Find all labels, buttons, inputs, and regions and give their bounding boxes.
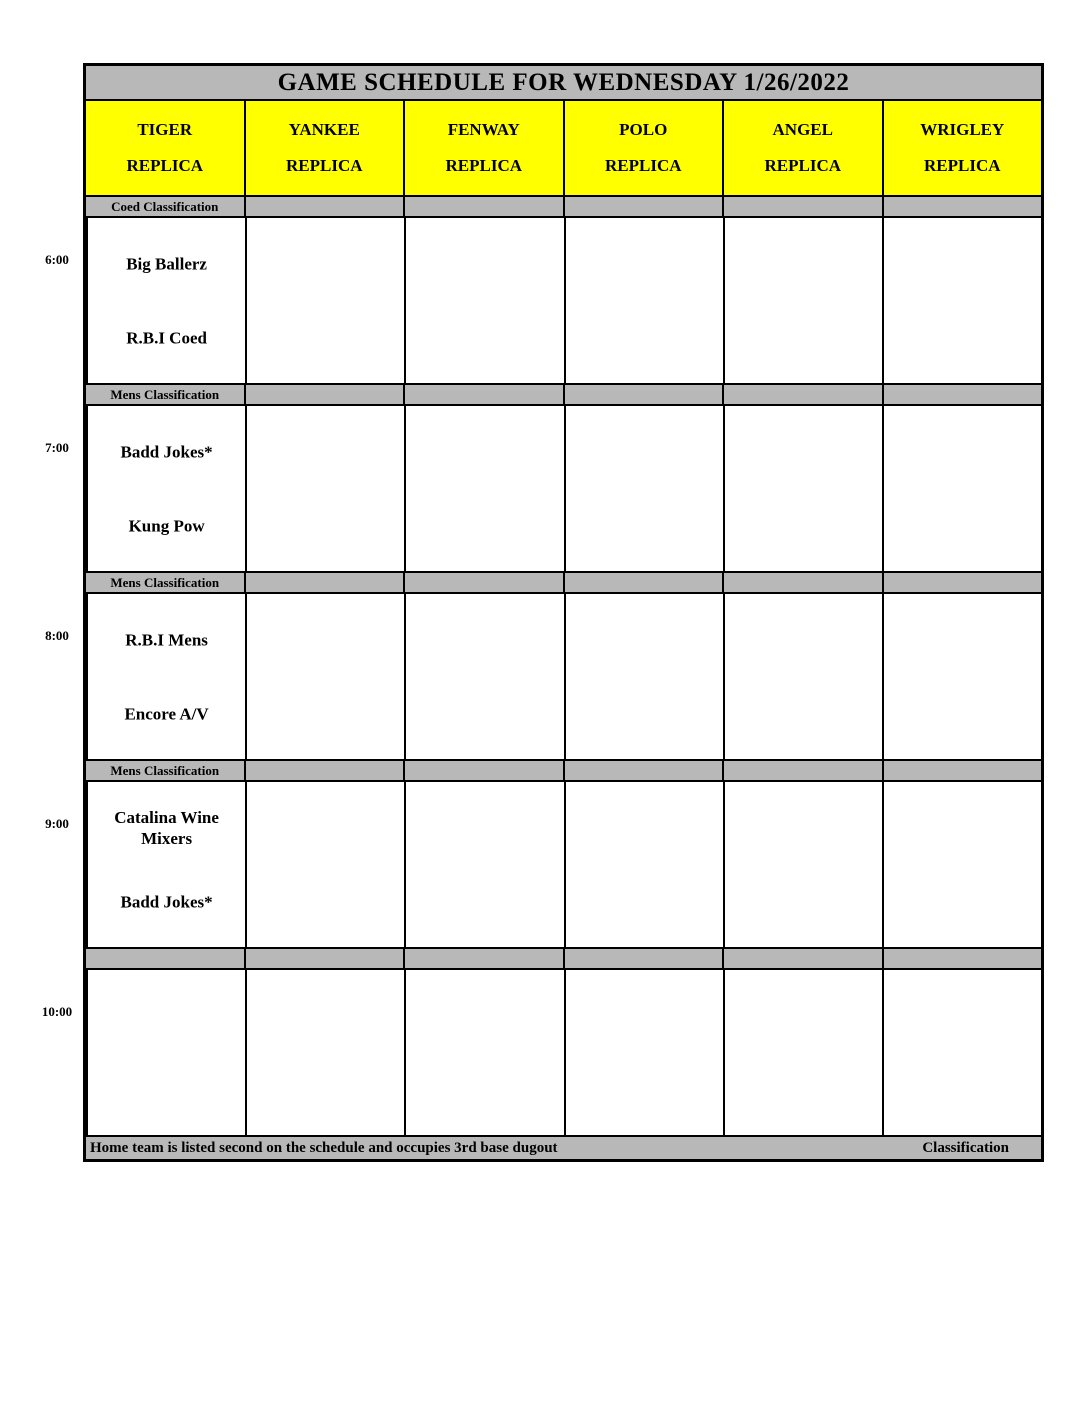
classification-bar: [86, 571, 1041, 592]
page-title: GAME SCHEDULE FOR WEDNESDAY 1/26/2022: [277, 68, 850, 96]
empty-schedule-cell: [404, 782, 563, 947]
field-name: POLO: [619, 120, 668, 139]
time-label: 8:00: [45, 628, 69, 643]
game-row-1000: [41, 968, 1041, 1135]
footer-classification-label: Classification: [922, 1139, 1009, 1156]
empty-schedule-cell: [404, 406, 563, 571]
schedule-table: [41, 63, 1044, 1162]
time-label: 7:00: [45, 440, 69, 455]
empty-schedule-cell: [564, 594, 723, 759]
empty-schedule-cell: [723, 406, 882, 571]
empty-schedule-cell: [723, 970, 882, 1135]
classification-bar: [86, 195, 1041, 216]
empty-schedule-cell: [404, 594, 563, 759]
matchup-cell: [86, 782, 245, 947]
classification-cell: [403, 573, 563, 592]
field-header-angel: [722, 101, 882, 195]
classification-cell: [722, 949, 882, 968]
field-sub: REPLICA: [285, 156, 363, 175]
empty-schedule-cell: [245, 218, 404, 383]
classification-cell: [244, 573, 404, 592]
game-row-700: [45, 404, 1041, 571]
classification-cell: [882, 197, 1042, 216]
classification-cell: [244, 761, 404, 780]
home-team: R.B.I Coed: [126, 328, 207, 348]
matchup-cell: [86, 406, 245, 571]
classification-label: Mens Classification: [86, 385, 244, 404]
empty-schedule-cell: [723, 782, 882, 947]
classification-label: [86, 949, 244, 968]
classification-cell: [403, 761, 563, 780]
empty-schedule-cell: [723, 594, 882, 759]
classification-label: Mens Classification: [86, 573, 244, 592]
field-name: WRIGLEY: [920, 120, 1005, 139]
time-label: 9:00: [45, 816, 69, 831]
classification-bar: [86, 759, 1041, 780]
field-header-fenway: [403, 101, 563, 195]
classification-cell: [563, 197, 723, 216]
home-team: Badd Jokes*: [120, 892, 213, 912]
field-name: FENWAY: [447, 120, 520, 139]
empty-schedule-cell: [882, 594, 1041, 759]
classification-cell: [244, 197, 404, 216]
classification-cell: [563, 949, 723, 968]
empty-schedule-cell: [723, 218, 882, 383]
classification-bar: [86, 947, 1041, 968]
classification-cell: [403, 197, 563, 216]
classification-cell: [722, 761, 882, 780]
away-team: Badd Jokes*: [120, 442, 213, 462]
classification-cell: [882, 949, 1042, 968]
field-sub: REPLICA: [126, 156, 203, 175]
classification-label: Coed Classification: [86, 197, 244, 216]
field-header-wrigley: [882, 101, 1042, 195]
empty-schedule-cell: [245, 594, 404, 759]
field-name: ANGEL: [772, 120, 833, 139]
empty-schedule-cell: [882, 218, 1041, 383]
field-header-row: [86, 99, 1041, 195]
classification-cell: [882, 761, 1042, 780]
empty-schedule-cell: [564, 970, 723, 1135]
matchup-cell: [86, 594, 245, 759]
field-name: TIGER: [137, 120, 193, 139]
game-row-600: [45, 216, 1041, 383]
field-sub: REPLICA: [445, 156, 522, 175]
game-row-800: [45, 592, 1041, 759]
classification-cell: [563, 761, 723, 780]
field-sub: REPLICA: [764, 156, 841, 175]
game-row-900: [45, 780, 1041, 947]
classification-cell: [563, 573, 723, 592]
classification-cell: [882, 573, 1042, 592]
away-team: Big Ballerz: [126, 254, 207, 274]
matchup-cell: [86, 970, 245, 1135]
time-label: 10:00: [41, 1004, 73, 1019]
empty-schedule-cell: [882, 406, 1041, 571]
empty-schedule-cell: [404, 970, 563, 1135]
classification-cell: [244, 949, 404, 968]
empty-schedule-cell: [564, 406, 723, 571]
away-team: R.B.I Mens: [125, 630, 208, 650]
classification-cell: [403, 949, 563, 968]
empty-schedule-cell: [245, 406, 404, 571]
classification-label: Mens Classification: [86, 761, 244, 780]
classification-cell: [722, 197, 882, 216]
empty-schedule-cell: [564, 782, 723, 947]
empty-schedule-cell: [245, 782, 404, 947]
classification-cell: [403, 385, 563, 404]
field-header-polo: [563, 101, 723, 195]
classification-bar: [86, 383, 1041, 404]
field-name: YANKEE: [288, 120, 360, 139]
empty-schedule-cell: [404, 218, 563, 383]
time-label: 6:00: [45, 252, 69, 267]
empty-schedule-cell: [564, 218, 723, 383]
away-team: Catalina Wine Mixers: [114, 807, 219, 848]
title-bar: [86, 66, 1041, 99]
empty-schedule-cell: [245, 970, 404, 1135]
classification-cell: [882, 385, 1042, 404]
field-header-tiger: [86, 101, 244, 195]
field-header-yankee: [244, 101, 404, 195]
field-sub: REPLICA: [604, 156, 682, 175]
classification-cell: [722, 573, 882, 592]
classification-cell: [563, 385, 723, 404]
footer-note: Home team is listed second on the schedule and occupies 3rd base dugout: [90, 1139, 558, 1156]
home-team: Kung Pow: [128, 516, 205, 536]
empty-schedule-cell: [882, 782, 1041, 947]
home-team: Encore A/V: [124, 704, 209, 724]
classification-cell: [722, 385, 882, 404]
classification-cell: [244, 385, 404, 404]
field-sub: REPLICA: [923, 156, 1001, 175]
empty-schedule-cell: [882, 970, 1041, 1135]
footer-bar: [86, 1135, 1041, 1159]
matchup-cell: [86, 218, 245, 383]
